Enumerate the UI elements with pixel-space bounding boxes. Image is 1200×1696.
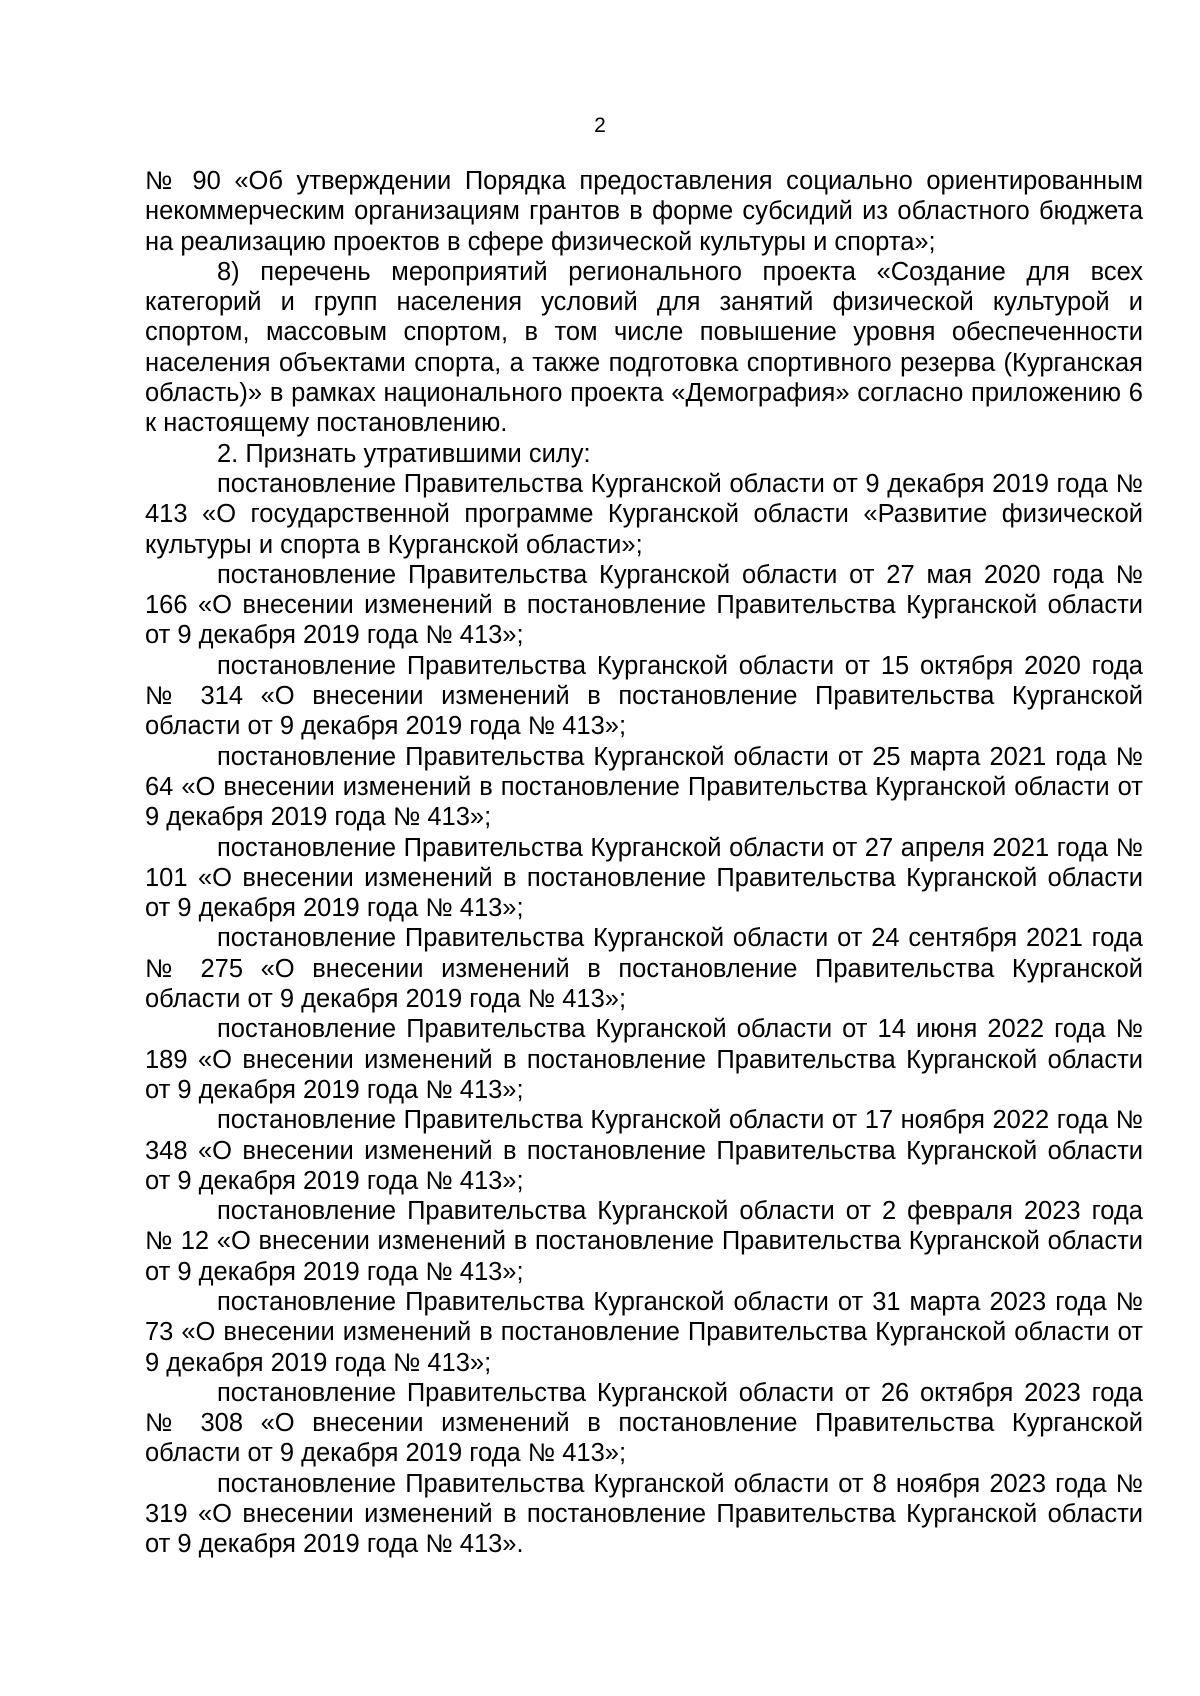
repealed-act-2: постановление Правительства Курганской области от 27 мая 2020 года № 166 «О внесении изменений в постановление Правительства Курганской области от 9 декабря 2019 года № 413»;	[145, 560, 1143, 650]
repealed-act-9: постановление Правительства Курганской области от 2 февраля 2023 года № 12 «О внесении изменений в постановление Правительства Курганской области от 9 декабря 2019 года № 413»;	[145, 1197, 1143, 1286]
document-body	[145, 166, 1143, 1560]
repealed-act-12: постановление Правительства Курганской области от 8 ноября 2023 года № 319 «О внесении изменений в постановление Правительства Курганской области от 9 декабря 2019 года № 413».	[145, 1469, 1143, 1559]
paragraph-continuation: № 90 «Об утверждении Порядка предоставления социально ориентированным некоммерческим организациям грантов в форме субсидий из областного бюджета на реализацию проектов в сфере физической культуры и спорта»;	[145, 167, 1143, 256]
repealed-act-8: постановление Правительства Курганской области от 17 ноября 2022 года № 348 «О внесении изменений в постановление Правительства Курганской области от 9 декабря 2019 года № 413»;	[145, 1106, 1143, 1195]
repealed-act-5: постановление Правительства Курганской области от 27 апреля 2021 года № 101 «О внесении изменений в постановление Правительства Курганской области от 9 декабря 2019 года № 413»;	[145, 833, 1143, 923]
repealed-act-10: постановление Правительства Курганской области от 31 марта 2023 года № 73 «О внесении изменений в постановление Правительства Курганской области от 9 декабря 2019 года № 413»;	[145, 1287, 1143, 1377]
repealed-act-4: постановление Правительства Курганской области от 25 марта 2021 года № 64 «О внесении изменений в постановление Правительства Курганской области от 9 декабря 2019 года № 413»;	[145, 742, 1143, 832]
paragraph-section-2: 2. Признать утратившими силу:	[217, 439, 591, 468]
paragraph-item-8: 8) перечень мероприятий регионального проекта «Создание для всех категорий и групп населения условий для занятий физической культурой и спортом, массовым спортом, в том числе повышение уровня обеспеченности населения объектами спорта, а также подготовка спортивного резерва (Курганская область)» в рамках национального проекта «Демография» согласно приложению 6 к настоящему постановлению.	[145, 257, 1143, 438]
repealed-act-1: постановление Правительства Курганской области от 9 декабря 2019 года № 413 «О государственной программе Курганской области «Развитие физической культуры и спорта в Курганской области»;	[145, 469, 1143, 559]
repealed-act-11: постановление Правительства Курганской области от 26 октября 2023 года № 308 «О внесении изменений в постановление Правительства Курганской области от 9 декабря 2019 года № 413»;	[145, 1378, 1143, 1468]
repealed-act-6: постановление Правительства Курганской области от 24 сентября 2021 года № 275 «О внесении изменений в постановление Правительства Курганской области от 9 декабря 2019 года № 413»;	[145, 924, 1143, 1014]
repealed-act-7: постановление Правительства Курганской области от 14 июня 2022 года № 189 «О внесении изменений в постановление Правительства Курганской области от 9 декабря 2019 года № 413»;	[145, 1015, 1143, 1104]
repealed-act-3: постановление Правительства Курганской области от 15 октября 2020 года № 314 «О внесении изменений в постановление Правительства Курганской области от 9 декабря 2019 года № 413»;	[145, 651, 1143, 741]
page-number: 2	[594, 114, 606, 137]
